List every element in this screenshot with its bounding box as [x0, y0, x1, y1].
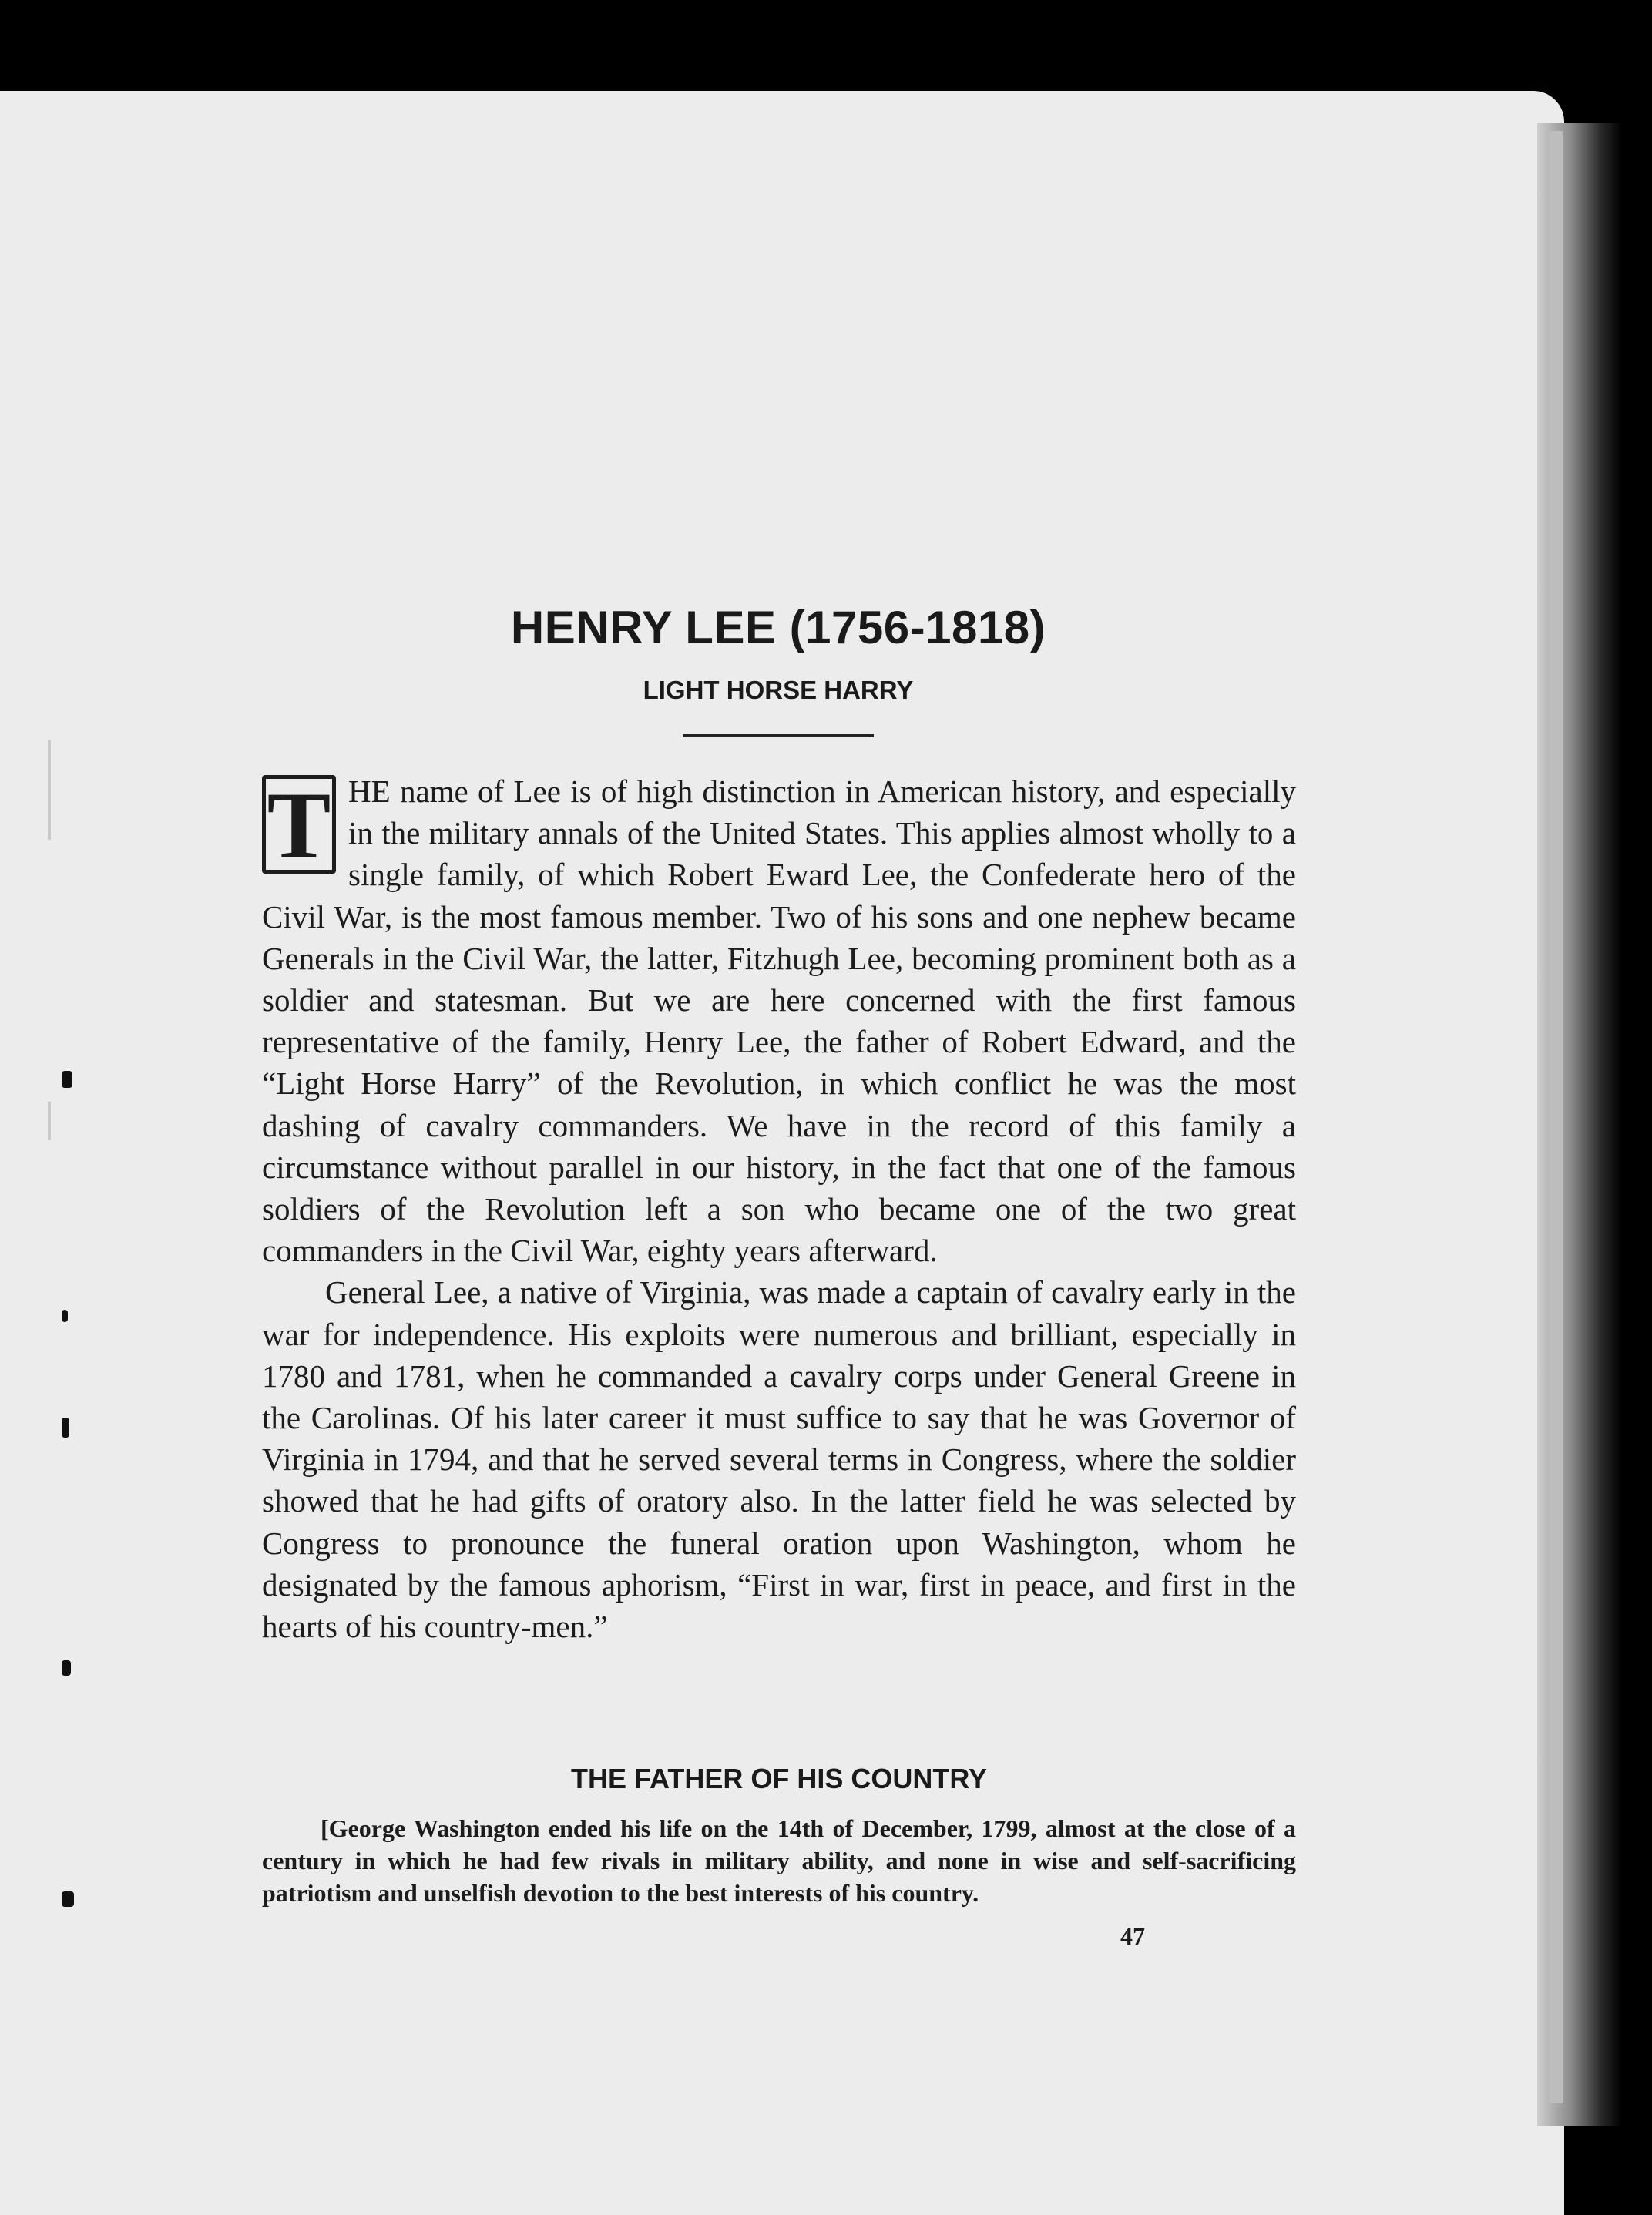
- section-intro: [George Washington ended his life on the 14th of December, 1799, almost at the close of a century in which he had few rivals in military ability, and none in wise and self-sacrificing patriotism and unselfish devotion to the best interests of his country.: [262, 1814, 1296, 1907]
- gutter-line: [48, 740, 51, 840]
- title-block: [262, 601, 1294, 737]
- page-subtitle: LIGHT HORSE HARRY: [643, 676, 914, 704]
- paragraph-1-text: HE name of Lee is of high distinction in American history, and especially in the military annals of the United States. This applies almost wholly to a single family, of which Robert Eward Lee, the Confederate hero of the Civil War, is the most famous member. Two of his sons and one nephew became Generals in the Civil War, the latter, Fitzhugh Lee, becoming prominent both as a soldier and statesman. But we are here concerned with the first famous representative of the family, Henry Lee, the father of Robert Edward, and the “Light Horse Harry” of the Revolution, in which conflict he was the most dashing of cavalry commanders. We have in the record of this family a circumstance without parallel in our history, in the fact that one of the famous soldiers of the Revolution left a son who became one of the two great commanders in the Civil War, eighty years afterward.: [262, 774, 1296, 1269]
- gutter-mark: [62, 1660, 71, 1676]
- page-number: 47: [1120, 1922, 1145, 1950]
- gutter-mark: [62, 1310, 68, 1322]
- paragraph-2: General Lee, a native of Virginia, was made a captain of cavalry early in the war for independence. His exploits were numerous and brilliant, especially in 1780 and 1781, when he commanded a cavalry corps under General Greene in the Carolinas. Of his later career it must suffice to say that he was Governor of Virginia in 1794, and that he served several terms in Congress, where the soldier showed that he had gifts of oratory also. In the latter field he was selected by Congress to pronounce the funeral oration upon Washington, whom he designated by the famous aphorism, “First in war, first in peace, and first in the hearts of his country-men.”: [262, 1274, 1296, 1645]
- gutter-mark: [62, 1891, 74, 1907]
- page-title: HENRY LEE (1756-1818): [510, 602, 1046, 653]
- title-rule: [683, 734, 874, 737]
- page-edge: [1549, 131, 1563, 2103]
- gutter-mark: [62, 1418, 69, 1438]
- section-heading: THE FATHER OF HIS COUNTRY: [571, 1763, 987, 1794]
- gutter-line: [48, 1102, 51, 1140]
- gutter-mark: [62, 1071, 72, 1088]
- article-body: [262, 770, 1296, 1647]
- drop-cap: T: [262, 775, 336, 874]
- paragraph-1: [262, 770, 1296, 1271]
